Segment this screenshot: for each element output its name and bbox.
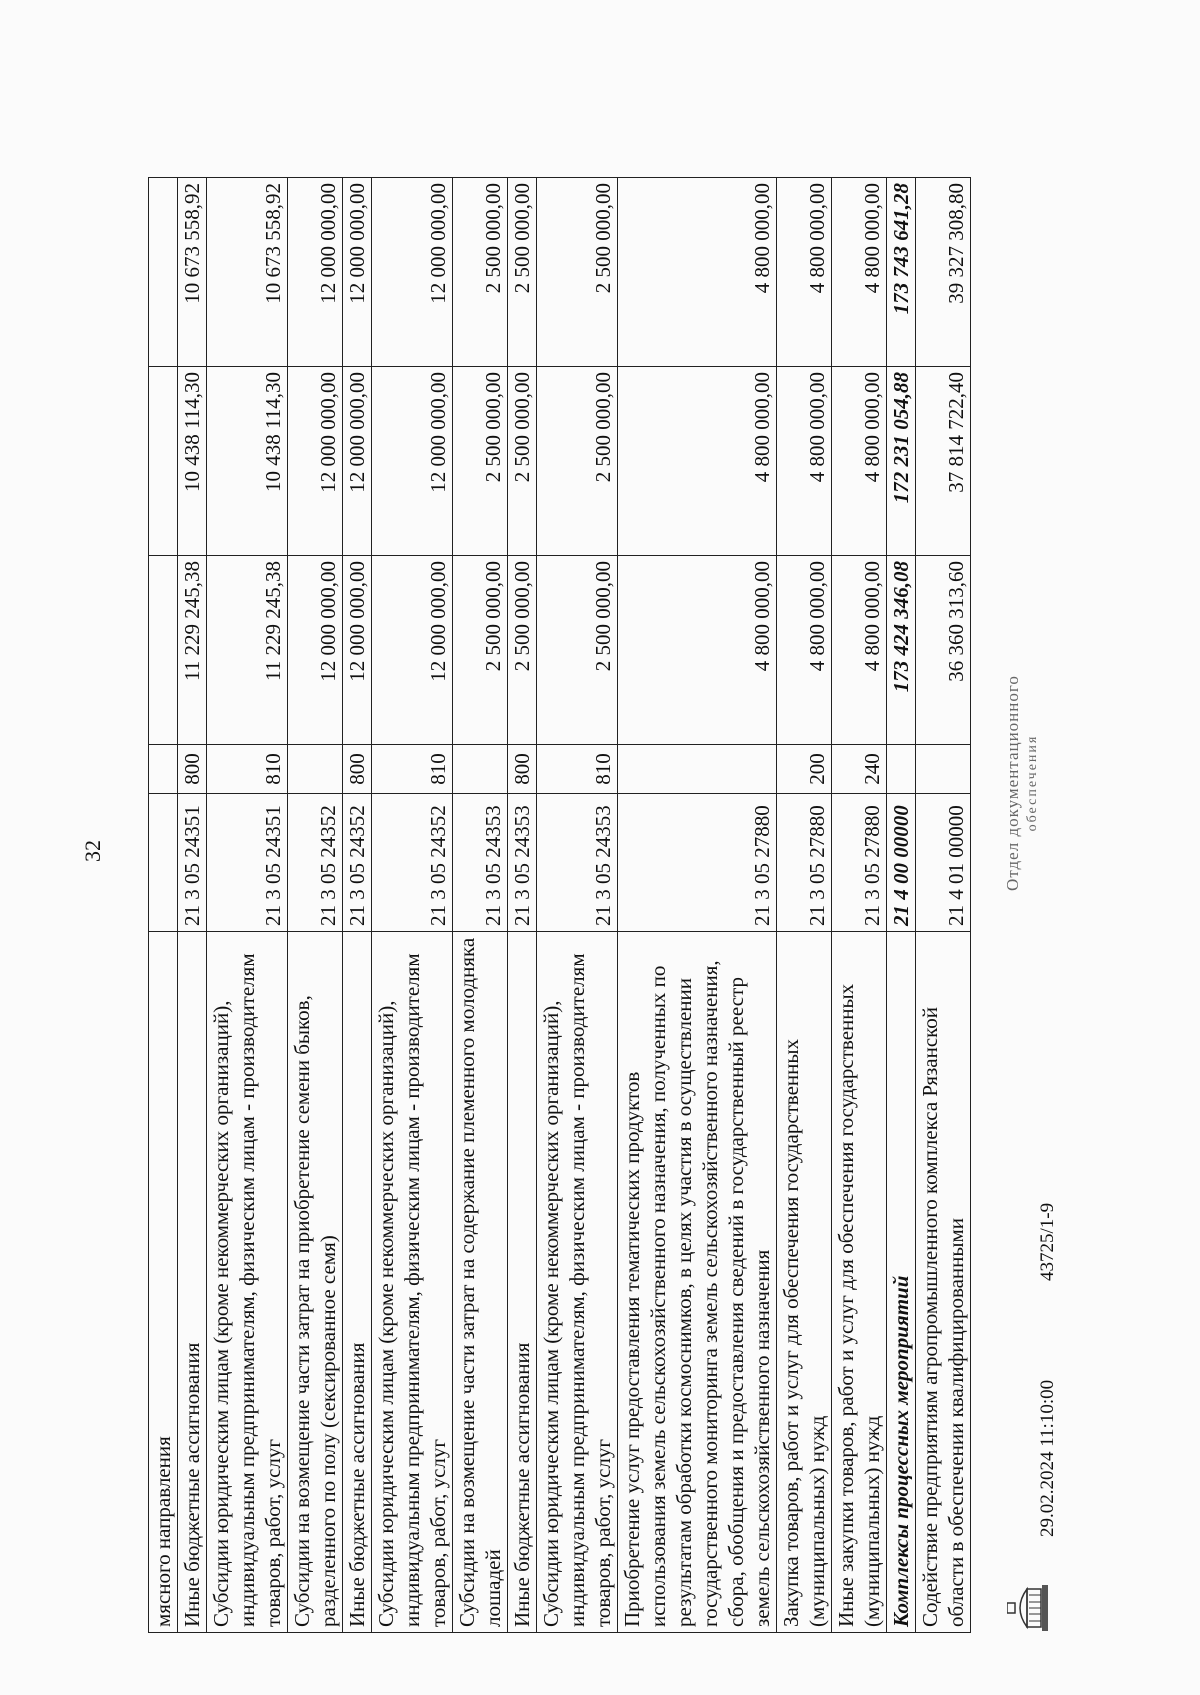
- row-vr-cell: 200: [777, 745, 832, 794]
- row-amount-2024-cell: 173 424 346,08: [887, 556, 916, 745]
- row-code-cell: 21 3 05 24352: [343, 794, 372, 932]
- row-amount-2024-cell: 12 000 000,00: [343, 556, 372, 745]
- row-name-cell: Закупка товаров, работ и услуг для обеспечения государственных (муниципальных) нужд: [777, 932, 832, 1633]
- table-row: [508, 178, 537, 1633]
- stamp-line-2: обеспечения: [1025, 734, 1040, 832]
- row-vr-cell: [149, 745, 178, 794]
- row-amount-2024-cell: 11 229 245,38: [207, 556, 288, 745]
- row-code-cell: 21 3 05 24353: [508, 794, 537, 932]
- row-amount-2026-cell: 2 500 000,00: [537, 178, 618, 367]
- row-name-cell: Субсидии на возмещение части затрат на содержание племенного молодняка лошадей: [453, 932, 508, 1633]
- row-vr-cell: 800: [508, 745, 537, 794]
- row-amount-2025-cell: [149, 367, 178, 556]
- row-code-cell: 21 3 05 24352: [288, 794, 343, 932]
- row-amount-2024-cell: 2 500 000,00: [508, 556, 537, 745]
- row-amount-2026-cell: 4 800 000,00: [777, 178, 832, 367]
- row-name-cell: Иные бюджетные ассигнования: [508, 932, 537, 1633]
- row-amount-2024-cell: 12 000 000,00: [372, 556, 453, 745]
- row-amount-2025-cell: 2 500 000,00: [508, 367, 537, 556]
- duma-logo-icon: [1007, 1583, 1051, 1633]
- row-amount-2025-cell: 12 000 000,00: [343, 367, 372, 556]
- table-row: [916, 178, 971, 1633]
- row-amount-2025-cell: 172 231 054,88: [887, 367, 916, 556]
- row-name-cell: Комплексы процессных мероприятий: [887, 932, 916, 1633]
- row-amount-2026-cell: 39 327 308,80: [916, 178, 971, 367]
- table-row: [618, 178, 777, 1633]
- row-amount-2024-cell: 4 800 000,00: [832, 556, 887, 745]
- row-name-cell: Субсидии юридическим лицам (кроме некоммерческих организаций), индивидуальным предпринимателям, физическим лицам - производителям товаров, работ, услуг: [207, 932, 288, 1633]
- row-code-cell: 21 3 05 24351: [178, 794, 207, 932]
- row-amount-2024-cell: 12 000 000,00: [288, 556, 343, 745]
- table-body: [149, 178, 971, 1633]
- row-name-cell: мясного направления: [149, 932, 178, 1633]
- row-amount-2026-cell: 10 673 558,92: [207, 178, 288, 367]
- row-amount-2025-cell: 4 800 000,00: [777, 367, 832, 556]
- row-amount-2026-cell: 2 500 000,00: [508, 178, 537, 367]
- row-name-cell: Субсидии юридическим лицам (кроме некоммерческих организаций), индивидуальным предпринимателям, физическим лицам - производителям товаров, работ, услуг: [537, 932, 618, 1633]
- row-amount-2025-cell: 2 500 000,00: [453, 367, 508, 556]
- row-vr-cell: [618, 745, 777, 794]
- row-name-cell: Содействие предприятиям агропромышленного комплекса Рязанской области в обеспечении квалифицированными: [916, 932, 971, 1633]
- row-amount-2024-cell: 4 800 000,00: [777, 556, 832, 745]
- row-amount-2025-cell: 4 800 000,00: [832, 367, 887, 556]
- row-vr-cell: 810: [537, 745, 618, 794]
- row-vr-cell: 810: [372, 745, 453, 794]
- row-amount-2026-cell: 12 000 000,00: [288, 178, 343, 367]
- row-amount-2025-cell: 37 814 722,40: [916, 367, 971, 556]
- row-amount-2026-cell: [149, 178, 178, 367]
- row-amount-2024-cell: 2 500 000,00: [537, 556, 618, 745]
- row-code-cell: [149, 794, 178, 932]
- row-name-cell: Приобретение услуг предоставления тематических продуктов использования земель сельскохозяйственного назначения, полученных по результатам обработки космоснимков, в целях участия в осуществлении государственного мониторинга земель сельскохозяйственного назначения, сбора, обобщения и предоставления сведений в государственный реестр земель сельскохозяйственного назначения: [618, 932, 777, 1633]
- table-row: [887, 178, 916, 1633]
- row-code-cell: 21 4 00 00000: [887, 794, 916, 932]
- row-amount-2026-cell: 4 800 000,00: [832, 178, 887, 367]
- row-amount-2025-cell: 4 800 000,00: [618, 367, 777, 556]
- row-code-cell: 21 3 05 24353: [537, 794, 618, 932]
- stamp-line-1: Отдел документационного: [1003, 675, 1022, 891]
- table-row: [832, 178, 887, 1633]
- document-footer: [995, 333, 1115, 1633]
- table-row: [149, 178, 178, 1633]
- row-vr-cell: 800: [178, 745, 207, 794]
- footer-date: 29.02.2024 11:10:00: [1037, 1379, 1058, 1537]
- row-amount-2024-cell: 2 500 000,00: [453, 556, 508, 745]
- row-name-cell: Иные бюджетные ассигнования: [343, 932, 372, 1633]
- row-amount-2026-cell: 10 673 558,92: [178, 178, 207, 367]
- table-row: [343, 178, 372, 1633]
- row-amount-2024-cell: 36 360 313,60: [916, 556, 971, 745]
- row-amount-2026-cell: 12 000 000,00: [372, 178, 453, 367]
- row-vr-cell: [916, 745, 971, 794]
- row-code-cell: 21 3 05 24352: [372, 794, 453, 932]
- row-amount-2025-cell: 10 438 114,30: [207, 367, 288, 556]
- table-row: [372, 178, 453, 1633]
- row-code-cell: 21 3 05 24351: [207, 794, 288, 932]
- row-vr-cell: 810: [207, 745, 288, 794]
- row-code-cell: 21 3 05 27880: [618, 794, 777, 932]
- table-row: [537, 178, 618, 1633]
- row-amount-2024-cell: [149, 556, 178, 745]
- row-vr-cell: [887, 745, 916, 794]
- row-name-cell: Иные закупки товаров, работ и услуг для обеспечения государственных (муниципальных) нужд: [832, 932, 887, 1633]
- row-vr-cell: 800: [343, 745, 372, 794]
- department-stamp: [1003, 653, 1043, 913]
- row-vr-cell: 240: [832, 745, 887, 794]
- row-code-cell: 21 4 01 00000: [916, 794, 971, 932]
- row-name-cell: Субсидии на возмещение части затрат на приобретение семени быков, разделенного по полу (сексированное семя): [288, 932, 343, 1633]
- table-row: [453, 178, 508, 1633]
- row-name-cell: Субсидии юридическим лицам (кроме некоммерческих организаций), индивидуальным предпринимателям, физическим лицам - производителям товаров, работ, услуг: [372, 932, 453, 1633]
- table-row: [178, 178, 207, 1633]
- row-amount-2026-cell: 4 800 000,00: [618, 178, 777, 367]
- page-number: 32: [80, 840, 105, 862]
- row-vr-cell: [453, 745, 508, 794]
- row-amount-2026-cell: 2 500 000,00: [453, 178, 508, 367]
- row-name-cell: Иные бюджетные ассигнования: [178, 932, 207, 1633]
- row-code-cell: 21 3 05 24353: [453, 794, 508, 932]
- table-row: [777, 178, 832, 1633]
- budget-table: [148, 177, 971, 1633]
- row-code-cell: 21 3 05 27880: [777, 794, 832, 932]
- row-vr-cell: [288, 745, 343, 794]
- row-amount-2024-cell: 11 229 245,38: [178, 556, 207, 745]
- row-amount-2026-cell: 12 000 000,00: [343, 178, 372, 367]
- row-amount-2025-cell: 2 500 000,00: [537, 367, 618, 556]
- footer-document-number: 43725/1-9: [1037, 1202, 1058, 1281]
- table-row: [288, 178, 343, 1633]
- row-amount-2025-cell: 12 000 000,00: [372, 367, 453, 556]
- row-amount-2025-cell: 12 000 000,00: [288, 367, 343, 556]
- row-amount-2025-cell: 10 438 114,30: [178, 367, 207, 556]
- row-amount-2024-cell: 4 800 000,00: [618, 556, 777, 745]
- row-code-cell: 21 3 05 27880: [832, 794, 887, 932]
- row-amount-2026-cell: 173 743 641,28: [887, 178, 916, 367]
- table-row: [207, 178, 288, 1633]
